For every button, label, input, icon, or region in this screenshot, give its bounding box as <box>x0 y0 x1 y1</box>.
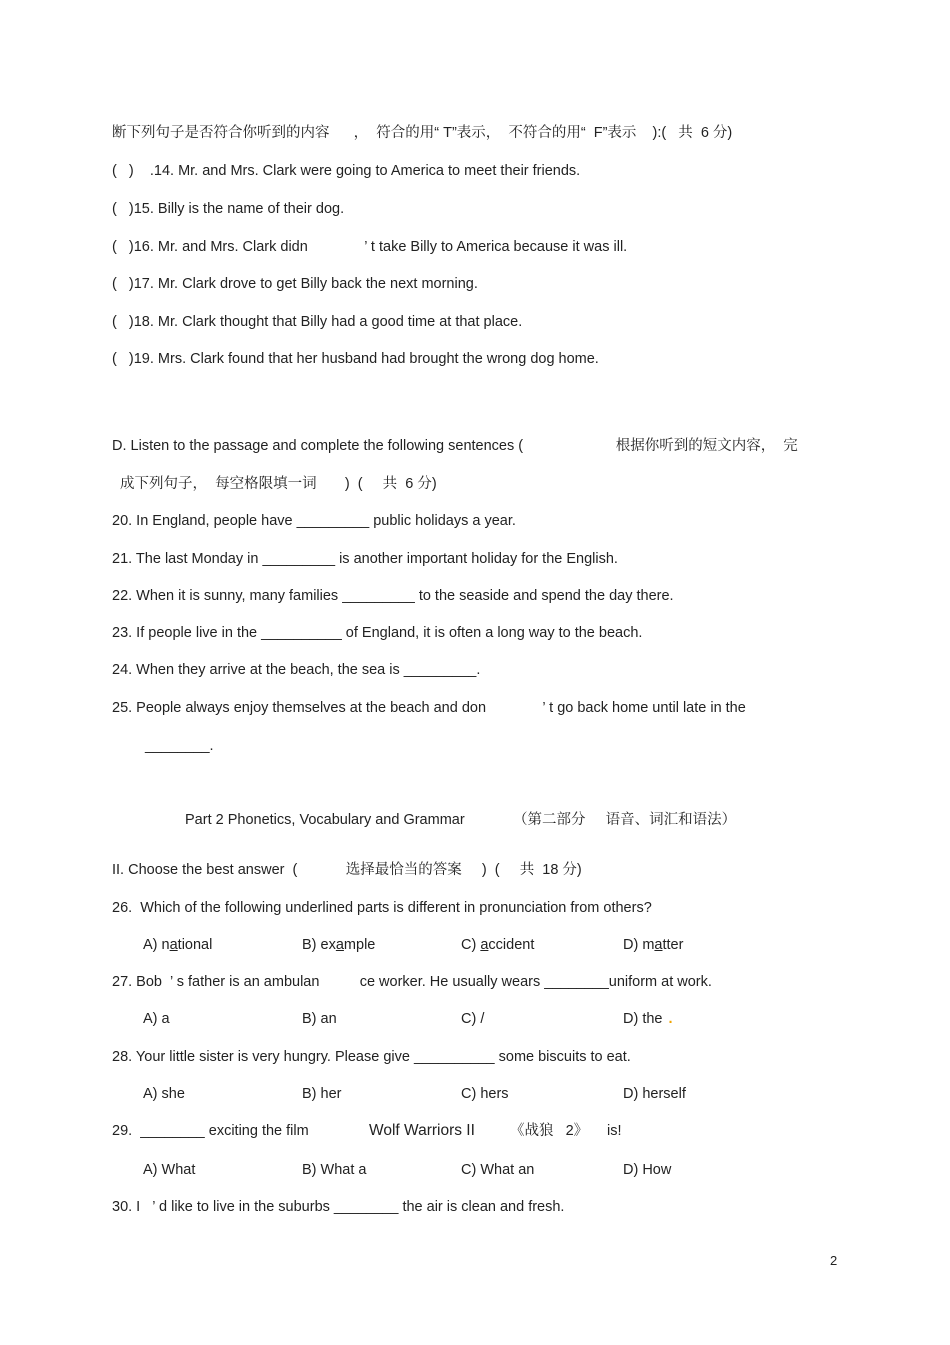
question-20: 20. In England, people have _________ public holidays a year. <box>112 513 516 529</box>
part2-heading: Part 2 Phonetics, Vocabulary and Grammar （第二部分 语音、词汇和语法） <box>185 812 737 828</box>
question-29-stem-start: 29. ________ exciting the film <box>112 1123 309 1139</box>
question-29-film-title: Wolf Warriors II <box>369 1122 475 1139</box>
question-27-stem: 27. Bob ’ s father is an ambulan ce worker. He usually wears ________uniform at work. <box>112 974 712 990</box>
question-24: 24. When they arrive at the beach, the sea is _________. <box>112 662 481 678</box>
question-29-film-title-cn: 《战狼 2》 <box>510 1123 589 1139</box>
page-number: 2 <box>830 1253 838 1268</box>
question-16: ( )16. Mr. and Mrs. Clark didn ’ t take Billy to America because it was ill. <box>112 239 628 255</box>
question-18: ( )18. Mr. Clark thought that Billy had a good time at that place. <box>112 314 523 330</box>
question-25-continuation: ________. <box>145 738 214 754</box>
q26-option-d: D) matter <box>623 937 684 953</box>
question-17: ( )17. Mr. Clark drove to get Billy back the next morning. <box>112 276 478 292</box>
q29-option-d: D) How <box>623 1162 672 1178</box>
q28-option-d: D) herself <box>623 1086 686 1102</box>
q28-option-b: B) her <box>302 1086 342 1102</box>
question-26-stem: 26. Which of the following underlined parts is different in pronunciation from others? <box>112 900 652 916</box>
q26-option-c: C) accident <box>461 937 535 953</box>
part2-instruction: II. Choose the best answer ( 选择最恰当的答案 ) ( 共 18 分) <box>112 862 582 878</box>
question-22: 22. When it is sunny, many families _________ to the seaside and spend the day there. <box>112 588 674 604</box>
question-29-stem-end: is! <box>607 1123 622 1139</box>
q27-option-c: C) / <box>461 1011 485 1027</box>
q28-option-c: C) hers <box>461 1086 509 1102</box>
section-c-instruction: 断下列句子是否符合你听到的内容 ， 符合的用“ T”表示， 不符合的用“ F”表示 ):( 共 6 分) <box>112 125 733 141</box>
q27-option-b: B) an <box>302 1011 337 1027</box>
question-28-stem: 28. Your little sister is very hungry. Please give __________ some biscuits to eat. <box>112 1049 631 1065</box>
q27-option-d: D) the . <box>623 1011 673 1027</box>
section-d-instruction-line2: 成下列句子， 每空格限填一词 ) ( 共 6 分) <box>112 476 437 492</box>
question-14: ( ) .14. Mr. and Mrs. Clark were going to America to meet their friends. <box>112 163 581 179</box>
question-25: 25. People always enjoy themselves at the beach and don ’ t go back home until late in the <box>112 700 746 716</box>
question-15: ( )15. Billy is the name of their dog. <box>112 201 345 217</box>
question-23: 23. If people live in the __________ of England, it is often a long way to the beach. <box>112 625 643 641</box>
q26-option-a: A) national <box>143 937 213 953</box>
question-19: ( )19. Mrs. Clark found that her husband had brought the wrong dog home. <box>112 351 599 367</box>
q27-option-a: A) a <box>143 1011 170 1027</box>
question-21: 21. The last Monday in _________ is another important holiday for the English. <box>112 551 618 567</box>
q26-option-b: B) example <box>302 937 376 953</box>
section-d-instruction-line1: D. Listen to the passage and complete the following sentences ( 根据你听到的短文内容， 完 <box>112 438 798 454</box>
orange-dot-mark: . <box>668 1011 673 1027</box>
q28-option-a: A) she <box>143 1086 185 1102</box>
q29-option-a: A) What <box>143 1162 196 1178</box>
q29-option-b: B) What a <box>302 1162 367 1178</box>
q29-option-c: C) What an <box>461 1162 535 1178</box>
question-30-stem: 30. I ’ d like to live in the suburbs ________ the air is clean and fresh. <box>112 1199 565 1215</box>
